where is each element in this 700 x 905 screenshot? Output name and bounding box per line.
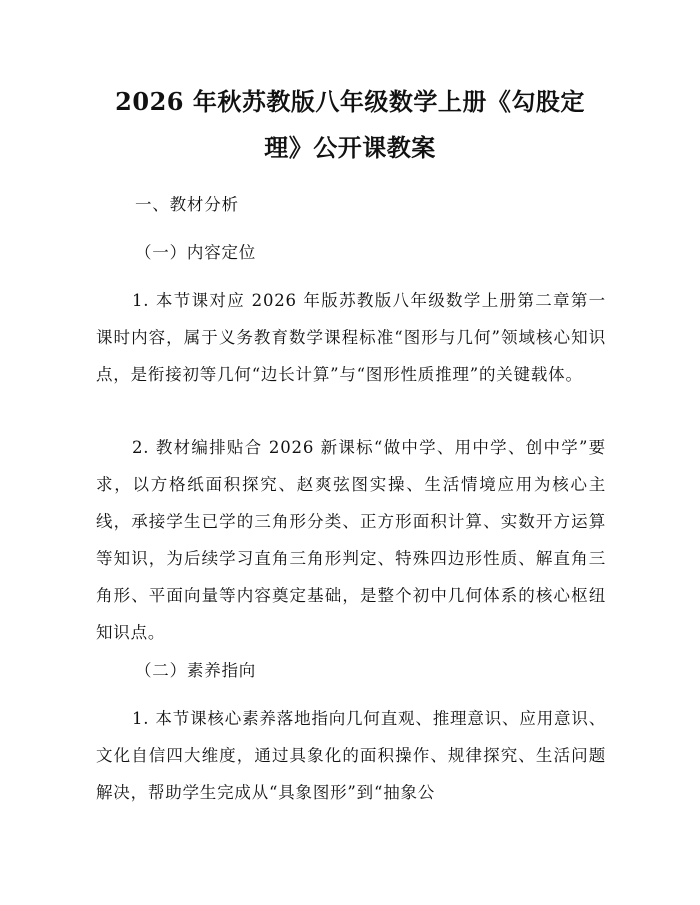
subsection-heading-content-positioning: （一）内容定位 xyxy=(135,243,257,262)
paragraph-content-positioning-1: 1. 本节课对应 2026 年版苏教版八年级数学上册第二章第一课时内容，属于义务教育数学课程标准“图形与几何”领域核心知识点，是衔接初等几何“边长计算”与“图形性质推理”的关键载体。 xyxy=(96,291,606,384)
paragraph-content-positioning-2: 2. 教材编排贴合 2026 新课标“做中学、用中学、创中学”要求，以方格纸面积探究、赵爽弦图实操、生活情境应用为核心主线，承接学生已学的三角形分类、正方形面积计算、实数开方运算等知识，为后续学习直角三角形判定、特殊四边形性质、解直角三角形、平面向量等内容奠定基础，是整个初中几何体系的核心枢纽知识点。 xyxy=(96,438,606,642)
subsection-heading-literacy-orientation: （二）素养指向 xyxy=(135,661,257,680)
document-title-line-2: 理》公开课教案 xyxy=(264,133,436,162)
section-heading-textbook-analysis: 一、教材分析 xyxy=(135,195,239,214)
document-title-line-1: 2026 年秋苏教版八年级数学上册《勾股定 xyxy=(115,87,585,116)
paragraph-literacy-orientation-1: 1. 本节课核心素养落地指向几何直观、推理意识、应用意识、文化自信四大维度，通过具象化的面积操作、规律探究、生活问题解决，帮助学生完成从“具象图形”到“抽象公 xyxy=(96,709,606,802)
